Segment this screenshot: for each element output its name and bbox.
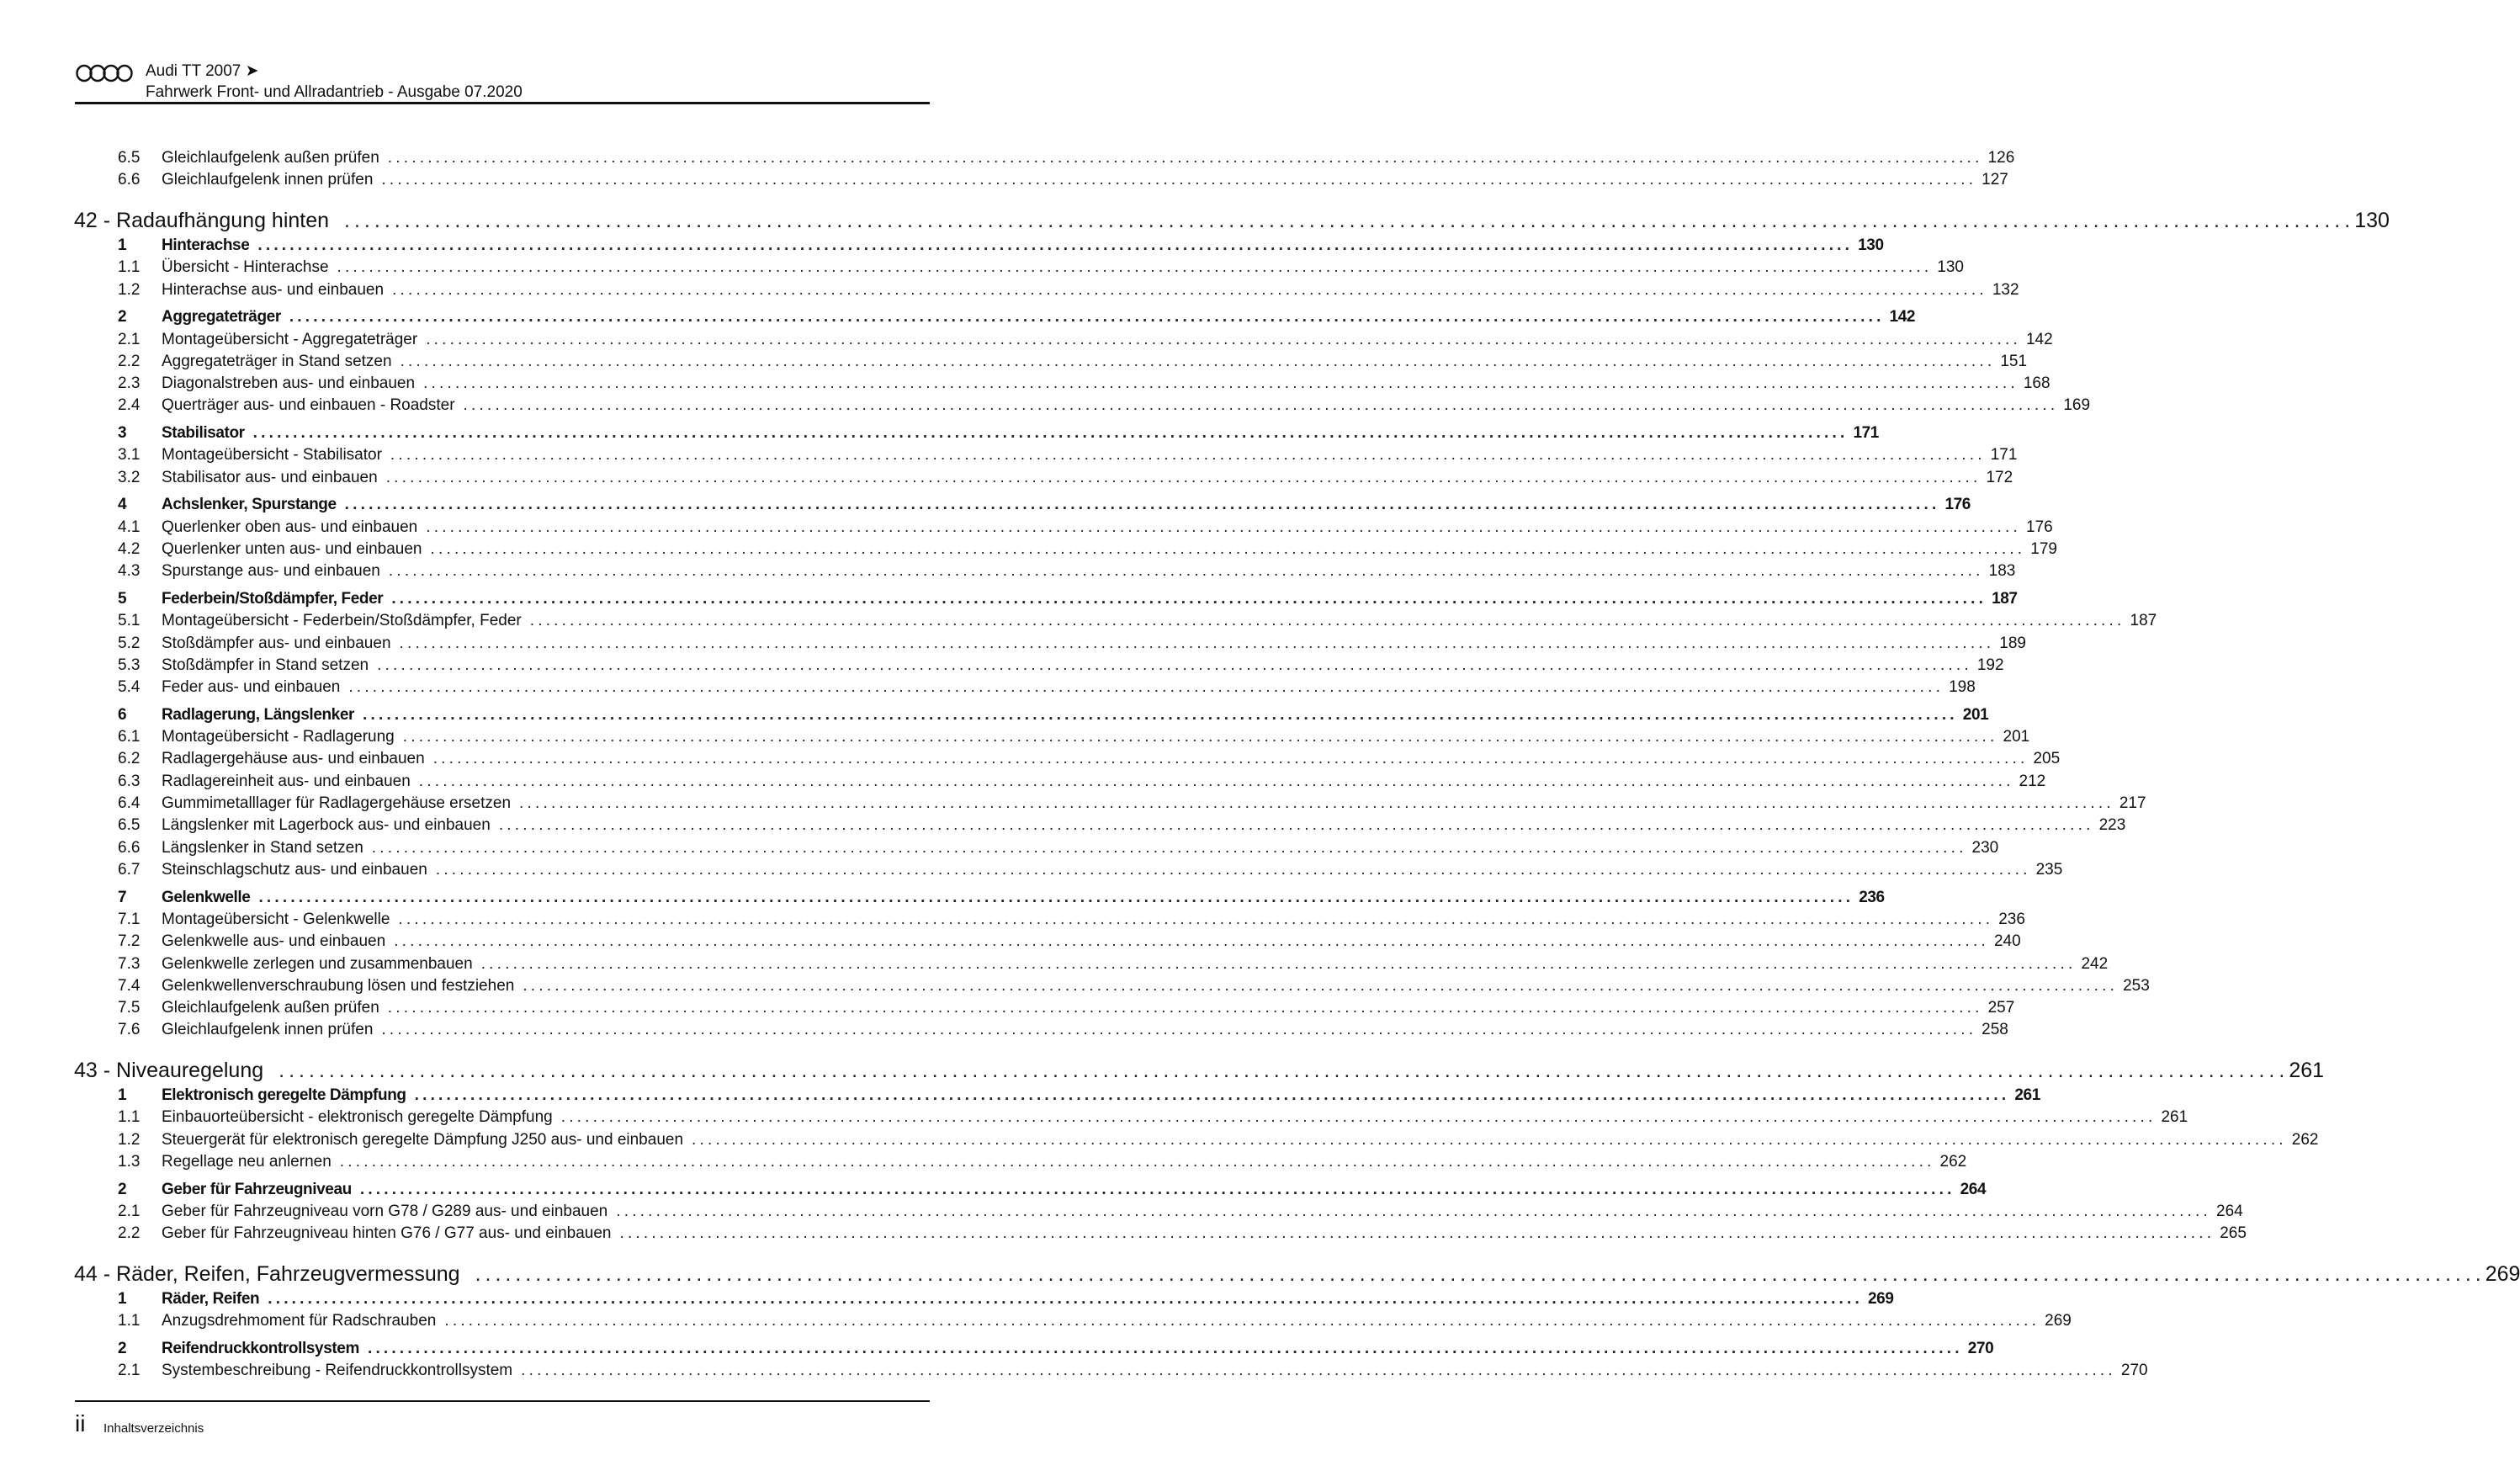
toc-section-entry[interactable] — [74, 496, 1971, 518]
dot-leader: ........................................................................................................................................................................................................ — [426, 330, 2021, 348]
footer-page-number: ii — [75, 1410, 86, 1436]
entry-page: 127 — [1982, 171, 2008, 189]
toc-sub-entry[interactable] — [74, 1108, 2188, 1130]
entry-page: 151 — [2000, 352, 2028, 370]
toc-chapter-entry[interactable] — [74, 1058, 2325, 1082]
entry-number: 2.1 — [118, 330, 141, 348]
entry-number: 1.3 — [118, 1153, 141, 1171]
entry-page: 270 — [2120, 1362, 2148, 1380]
entry-number: 7.6 — [118, 1021, 141, 1039]
entry-number: 5.4 — [118, 678, 141, 697]
toc-sub-entry[interactable] — [74, 932, 2021, 954]
entry-number: 1 — [118, 1086, 127, 1105]
entry-page: 130 — [1858, 236, 1884, 254]
toc-sub-entry[interactable] — [74, 518, 2053, 540]
entry-number: 1.1 — [118, 1312, 141, 1330]
entry-page: 176 — [2026, 518, 2053, 536]
entry-title: Gleichlaufgelenk innen prüfen — [162, 171, 374, 189]
toc-sub-entry[interactable] — [74, 446, 2018, 468]
entry-title: Spurstange aus- und einbauen — [162, 562, 380, 581]
entry-title: Stabilisator aus- und einbauen — [162, 468, 378, 486]
dot-leader: ........................................................................................................................................................................................................ — [619, 1224, 2215, 1243]
audi-rings-logo — [76, 64, 136, 82]
dot-leader: ........................................................................................................................................................................................................ — [344, 496, 1940, 514]
dot-leader: ........................................................................................................................................................................................................ — [498, 816, 2094, 835]
dot-leader: ........................................................................................................................................................................................................ — [414, 1086, 2010, 1105]
entry-page: 168 — [2023, 374, 2050, 393]
toc-sub-entry[interactable] — [74, 1224, 2247, 1246]
toc-sub-entry[interactable] — [74, 794, 2146, 816]
entry-page: 265 — [2220, 1224, 2247, 1243]
entry-page: 198 — [1949, 678, 1976, 697]
toc-sub-entry[interactable] — [74, 750, 2061, 772]
entry-title: Reifendruckkontrollsystem — [162, 1339, 359, 1357]
entry-number: 2 — [118, 308, 127, 327]
entry-number: 6.1 — [118, 728, 141, 746]
entry-page: 236 — [1998, 910, 2025, 928]
dot-leader: ........................................................................................................................................................................................................ — [560, 1108, 2157, 1127]
dot-leader: ........................................................................................................................................................................................................ — [359, 1180, 1955, 1198]
entry-title: Anzugsdrehmoment für Radschrauben — [162, 1312, 437, 1330]
entry-page: 262 — [2291, 1130, 2319, 1149]
entry-number: 4.2 — [118, 540, 141, 559]
entry-number: 6.5 — [118, 816, 141, 835]
toc-sub-entry[interactable] — [74, 634, 2026, 656]
toc-section-entry[interactable] — [74, 888, 1885, 911]
toc-sub-entry[interactable] — [74, 860, 2063, 883]
entry-page: 192 — [1976, 656, 2004, 674]
dot-leader: ........................................................................................................................................................................................................ — [377, 656, 1972, 674]
entry-title: Stabilisator — [162, 424, 245, 443]
entry-page: 261 — [2161, 1108, 2188, 1127]
dot-leader: ........................................................................................................................................................................................................ — [339, 1153, 1935, 1171]
toc-section-entry[interactable] — [74, 1289, 1894, 1312]
entry-page: 179 — [2030, 540, 2057, 559]
dot-leader: ........................................................................................................................................................................................................ — [616, 1202, 2211, 1220]
entry-page: 169 — [2063, 396, 2091, 415]
toc-sub-entry[interactable] — [74, 1130, 2319, 1153]
toc-section-entry[interactable] — [74, 590, 2018, 612]
entry-title: Montageübersicht - Aggregateträger — [162, 330, 418, 348]
entry-page: 235 — [2035, 860, 2063, 879]
entry-number: 5.2 — [118, 634, 141, 652]
entry-title: Geber für Fahrzeugniveau hinten G76 / G77 aus- und einbauen — [162, 1224, 612, 1243]
dot-leader: ........................................................................................................................................................................................................ — [344, 208, 2355, 232]
table-of-contents — [74, 149, 2520, 1384]
toc-section-entry[interactable] — [74, 236, 1884, 258]
dot-leader: ........................................................................................................................................................................................................ — [385, 468, 1982, 486]
entry-page: 261 — [2014, 1086, 2040, 1105]
toc-chapter-entry[interactable] — [74, 1261, 2520, 1286]
toc-sub-entry[interactable] — [74, 171, 2008, 193]
entry-page: 130 — [1937, 258, 1964, 277]
entry-title: Montageübersicht - Radlagerung — [162, 728, 395, 746]
toc-sub-entry[interactable] — [74, 374, 2050, 396]
dot-leader: ........................................................................................................................................................................................................ — [279, 1058, 2289, 1082]
entry-number: 6.7 — [118, 860, 141, 879]
toc-section-entry[interactable] — [74, 1086, 2040, 1108]
entry-title: Gelenkwelle zerlegen und zusammenbauen — [162, 954, 473, 973]
toc-sub-entry[interactable] — [74, 838, 1999, 861]
entry-page: 261 — [2289, 1058, 2325, 1082]
entry-page: 257 — [1987, 999, 2015, 1017]
entry-title: Aggregateträger in Stand setzen — [162, 352, 392, 370]
toc-section-entry[interactable] — [74, 1339, 1994, 1362]
toc-sub-entry[interactable] — [74, 540, 2057, 562]
dot-leader: ........................................................................................................................................................................................................ — [257, 236, 1854, 254]
entry-page: 126 — [1987, 149, 2015, 167]
dot-leader: ........................................................................................................................................................................................................ — [398, 910, 1994, 928]
toc-sub-entry[interactable] — [74, 772, 2046, 794]
toc-sub-entry[interactable] — [74, 1312, 2072, 1334]
dot-leader: ........................................................................................................................................................................................................ — [426, 518, 2021, 536]
toc-sub-entry[interactable] — [74, 976, 2150, 999]
entry-page: 236 — [1859, 888, 1885, 906]
entry-page: 240 — [1993, 932, 2021, 951]
entry-page: 205 — [2033, 750, 2061, 768]
entry-title: Achslenker, Spurstange — [162, 496, 337, 514]
entry-title: Montageübersicht - Federbein/Stoßdämpfer, Feder — [162, 612, 522, 630]
entry-title: Radlagergehäuse aus- und einbauen — [162, 750, 425, 768]
entry-page: 201 — [1962, 705, 1989, 724]
dot-leader: ........................................................................................................................................................................................................ — [258, 888, 1854, 906]
toc-sub-entry[interactable] — [74, 816, 2126, 838]
toc-sub-entry[interactable] — [74, 1153, 1967, 1175]
entry-page: 172 — [1986, 468, 2013, 486]
entry-page: 258 — [1982, 1021, 2008, 1039]
header-subtitle: Fahrwerk Front- und Allradantrieb - Ausgabe 07.2020 — [146, 83, 523, 101]
toc-section-entry[interactable] — [74, 424, 1879, 446]
dot-leader: ........................................................................................................................................................................................................ — [423, 374, 2019, 393]
entry-title: Übersicht - Hinterachse — [162, 258, 329, 277]
dot-leader: ........................................................................................................................................................................................................ — [381, 171, 1977, 189]
entry-number: 4.3 — [118, 562, 141, 581]
entry-title: Querlenker oben aus- und einbauen — [162, 518, 418, 536]
entry-number: 6.6 — [118, 838, 141, 857]
dot-leader: ........................................................................................................................................................................................................ — [519, 794, 2114, 813]
toc-sub-entry[interactable] — [74, 910, 2025, 932]
entry-number: 7.1 — [118, 910, 141, 928]
toc-sub-entry[interactable] — [74, 352, 2028, 374]
entry-title: Gelenkwellenverschraubung lösen und festziehen — [162, 976, 515, 995]
entry-title: Einbauorteübersicht - elektronisch geregelte Dämpfung — [162, 1108, 553, 1127]
entry-number: 6.5 — [118, 149, 141, 167]
entry-number: 3.2 — [118, 468, 141, 486]
toc-sub-entry[interactable] — [74, 999, 2015, 1021]
dot-leader: ........................................................................................................................................................................................................ — [390, 446, 1986, 465]
entry-number: 7.2 — [118, 932, 141, 951]
entry-number: 6 — [118, 705, 127, 724]
entry-title: Gelenkwelle — [162, 888, 251, 906]
entry-number: 5.3 — [118, 656, 141, 674]
toc-sub-entry[interactable] — [74, 1362, 2148, 1383]
dot-leader: ........................................................................................................................................................................................................ — [529, 612, 2125, 630]
entry-page: 212 — [2019, 772, 2046, 790]
toc-sub-entry[interactable] — [74, 656, 2004, 678]
entry-title: Längslenker mit Lagerbock aus- und einbauen — [162, 816, 491, 835]
toc-sub-entry[interactable] — [74, 149, 2015, 171]
entry-number: 5 — [118, 590, 127, 608]
entry-page: 187 — [2130, 612, 2157, 630]
footer-rule — [75, 1400, 930, 1402]
entry-page: 171 — [1990, 446, 2018, 465]
entry-number: 7.4 — [118, 976, 141, 995]
dot-leader: ........................................................................................................................................................................................................ — [367, 1339, 1963, 1357]
toc-sub-entry[interactable] — [74, 728, 2030, 750]
dot-leader: ........................................................................................................................................................................................................ — [394, 932, 1989, 951]
dot-leader: ........................................................................................................................................................................................................ — [523, 976, 2119, 995]
entry-number: 1.2 — [118, 1130, 141, 1149]
dot-leader: ........................................................................................................................................................................................................ — [432, 750, 2029, 768]
entry-page: 142 — [1889, 308, 1916, 327]
entry-title: Montageübersicht - Stabilisator — [162, 446, 382, 465]
entry-title: Federbein/Stoßdämpfer, Feder — [162, 590, 384, 608]
dot-leader: ........................................................................................................................................................................................................ — [363, 705, 1958, 724]
entry-page: 269 — [2045, 1312, 2072, 1330]
entry-title: Aggregateträger — [162, 308, 281, 327]
entry-number: 6.6 — [118, 171, 141, 189]
entry-number: 2.1 — [118, 1362, 141, 1380]
entry-page: 171 — [1853, 424, 1879, 443]
dot-leader: ........................................................................................................................................................................................................ — [252, 424, 1849, 443]
entry-title: 42 - Radaufhängung hinten — [74, 208, 330, 232]
toc-sub-entry[interactable] — [74, 396, 2091, 418]
entry-title: Stoßdämpfer in Stand setzen — [162, 656, 369, 674]
entry-page: 270 — [1967, 1339, 1994, 1357]
entry-number: 7 — [118, 888, 127, 906]
entry-page: 264 — [2216, 1202, 2243, 1220]
entry-title: Diagonalstreben aus- und einbauen — [162, 374, 416, 393]
entry-page: 142 — [2025, 330, 2053, 348]
entry-number: 1 — [118, 1289, 127, 1308]
entry-page: 130 — [2354, 208, 2390, 232]
entry-page: 176 — [1944, 496, 1971, 514]
entry-number: 2 — [118, 1339, 127, 1357]
entry-number: 7.3 — [118, 954, 141, 973]
entry-page: 189 — [1999, 634, 2026, 652]
toc-sub-entry[interactable] — [74, 562, 2016, 584]
dot-leader: ........................................................................................................................................................................................................ — [387, 149, 1983, 167]
dot-leader: ........................................................................................................................................................................................................ — [521, 1362, 2116, 1380]
entry-title: Gleichlaufgelenk außen prüfen — [162, 149, 379, 167]
toc-sub-entry[interactable] — [74, 468, 2013, 491]
toc-sub-entry[interactable] — [74, 280, 2019, 303]
dot-leader: ........................................................................................................................................................................................................ — [402, 728, 1998, 746]
entry-number: 1 — [118, 236, 127, 254]
entry-title: Systembeschreibung - Reifendruckkontrollsystem — [162, 1362, 513, 1380]
entry-page: 183 — [1988, 562, 2016, 581]
dot-leader: ........................................................................................................................................................................................................ — [399, 634, 1995, 652]
entry-number: 6.2 — [118, 750, 141, 768]
entry-page: 269 — [1868, 1289, 1894, 1308]
toc-sub-entry[interactable] — [74, 954, 2109, 977]
header-model: Audi TT 2007 ➤ — [146, 62, 259, 80]
entry-page: 269 — [2485, 1261, 2520, 1286]
entry-number: 6.3 — [118, 772, 141, 790]
entry-title: Geber für Fahrzeugniveau — [162, 1180, 352, 1198]
entry-number: 4 — [118, 496, 127, 514]
dot-leader: ........................................................................................................................................................................................................ — [391, 590, 1987, 608]
toc-sub-entry[interactable] — [74, 1021, 2008, 1043]
entry-number: 1.1 — [118, 1108, 141, 1127]
entry-number: 3 — [118, 424, 127, 443]
entry-number: 5.1 — [118, 612, 141, 630]
dot-leader: ........................................................................................................................................................................................................ — [463, 396, 2059, 415]
entry-page: 201 — [2003, 728, 2030, 746]
entry-number: 7.5 — [118, 999, 141, 1017]
toc-sub-entry[interactable] — [74, 678, 1976, 700]
entry-page: 132 — [1992, 280, 2019, 299]
entry-page: 187 — [1992, 590, 2018, 608]
entry-title: Geber für Fahrzeugniveau vorn G78 / G289 aus- und einbauen — [162, 1202, 608, 1220]
entry-number: 2.1 — [118, 1202, 141, 1220]
entry-title: Regellage neu anlernen — [162, 1153, 332, 1171]
toc-section-entry[interactable] — [74, 1180, 1987, 1203]
dot-leader: ........................................................................................................................................................................................................ — [392, 280, 1987, 299]
entry-title: Steinschlagschutz aus- und einbauen — [162, 860, 427, 879]
dot-leader: ........................................................................................................................................................................................................ — [400, 352, 1996, 370]
entry-number: 3.1 — [118, 446, 141, 465]
entry-title: Steuergerät für elektronisch geregelte Dämpfung J250 aus- und einbauen — [162, 1130, 684, 1149]
dot-leader: ........................................................................................................................................................................................................ — [388, 562, 1984, 581]
entry-page: 262 — [1939, 1153, 1967, 1171]
dot-leader: ........................................................................................................................................................................................................ — [337, 258, 1933, 277]
entry-title: Gelenkwelle aus- und einbauen — [162, 932, 386, 951]
dot-leader: ........................................................................................................................................................................................................ — [268, 1289, 1863, 1308]
entry-number: 2.3 — [118, 374, 141, 393]
dot-leader: ........................................................................................................................................................................................................ — [444, 1312, 2040, 1330]
entry-page: 264 — [1960, 1180, 1987, 1198]
toc-section-entry[interactable] — [74, 308, 1916, 330]
entry-page: 242 — [2081, 954, 2109, 973]
entry-title: Feder aus- und einbauen — [162, 678, 341, 697]
dot-leader: ........................................................................................................................................................................................................ — [387, 999, 1983, 1017]
entry-title: Hinterachse — [162, 236, 250, 254]
header-rule — [75, 102, 930, 104]
entry-title: Stoßdämpfer aus- und einbauen — [162, 634, 391, 652]
dot-leader: ........................................................................................................................................................................................................ — [430, 540, 2026, 559]
toc-section-entry[interactable] — [74, 705, 1989, 728]
footer-section: Inhaltsverzeichnis — [103, 1421, 204, 1436]
dot-leader: ........................................................................................................................................................................................................ — [480, 954, 2077, 973]
entry-title: 43 - Niveauregelung — [74, 1058, 264, 1082]
entry-title: Radlagereinheit aus- und einbauen — [162, 772, 411, 790]
entry-title: Gleichlaufgelenk innen prüfen — [162, 1021, 374, 1039]
entry-title: Gummimetalllager für Radlagergehäuse ersetzen — [162, 794, 512, 813]
entry-page: 230 — [1971, 838, 1999, 857]
entry-title: 44 - Räder, Reifen, Fahrzeugvermessung — [74, 1261, 460, 1286]
entry-title: Hinterachse aus- und einbauen — [162, 280, 385, 299]
entry-number: 2.4 — [118, 396, 141, 415]
dot-leader: ........................................................................................................................................................................................................ — [692, 1130, 2287, 1149]
entry-title: Querträger aus- und einbauen - Roadster — [162, 396, 455, 415]
entry-page: 217 — [2119, 794, 2146, 813]
entry-title: Querlenker unten aus- und einbauen — [162, 540, 422, 559]
entry-number: 2.2 — [118, 352, 141, 370]
entry-title: Montageübersicht - Gelenkwelle — [162, 910, 390, 928]
entry-number: 1.1 — [118, 258, 141, 277]
dot-leader: ........................................................................................................................................................................................................ — [435, 860, 2031, 879]
entry-title: Räder, Reifen — [162, 1289, 260, 1308]
dot-leader: ........................................................................................................................................................................................................ — [475, 1261, 2486, 1286]
entry-number: 2.2 — [118, 1224, 141, 1243]
entry-number: 2 — [118, 1180, 127, 1198]
entry-title: Radlagerung, Längslenker — [162, 705, 355, 724]
entry-title: Längslenker in Stand setzen — [162, 838, 363, 857]
dot-leader: ........................................................................................................................................................................................................ — [289, 308, 1885, 327]
toc-sub-entry[interactable] — [74, 330, 2053, 353]
toc-sub-entry[interactable] — [74, 258, 1964, 280]
dot-leader: ........................................................................................................................................................................................................ — [348, 678, 1944, 697]
dot-leader: ........................................................................................................................................................................................................ — [381, 1021, 1977, 1039]
entry-number: 6.4 — [118, 794, 141, 813]
toc-sub-entry[interactable] — [74, 1202, 2243, 1224]
entry-title: Gleichlaufgelenk außen prüfen — [162, 999, 379, 1017]
toc-sub-entry[interactable] — [74, 612, 2157, 634]
entry-number: 4.1 — [118, 518, 141, 536]
dot-leader: ........................................................................................................................................................................................................ — [418, 772, 2014, 790]
toc-chapter-entry[interactable] — [74, 208, 2390, 232]
dot-leader: ........................................................................................................................................................................................................ — [371, 838, 1967, 857]
entry-number: 1.2 — [118, 280, 141, 299]
entry-title: Elektronisch geregelte Dämpfung — [162, 1086, 406, 1105]
entry-page: 253 — [2123, 976, 2150, 995]
entry-page: 223 — [2098, 816, 2126, 835]
